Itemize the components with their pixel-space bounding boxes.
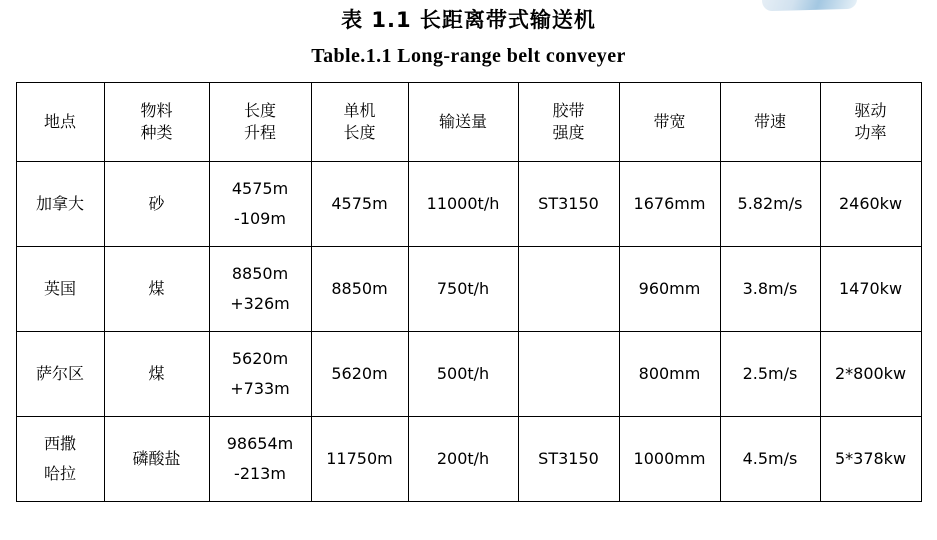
table-title-chinese: 表 1.1 长距离带式输送机: [341, 8, 596, 32]
cell-belt-speed: 2.5m/s: [720, 332, 820, 417]
column-header-single-length: 单机 长度: [311, 83, 408, 162]
column-header-belt-strength: 胶带 强度: [518, 83, 619, 162]
cell-drive-power: 1470kw: [820, 247, 921, 332]
table-row: [16, 247, 921, 332]
cell-single-length: 11750m: [311, 417, 408, 502]
cell-belt-width: 960mm: [619, 247, 720, 332]
cell-drive-power: 2460kw: [820, 162, 921, 247]
cell-capacity: 500t/h: [408, 332, 518, 417]
cell-capacity: 11000t/h: [408, 162, 518, 247]
cell-belt-speed: 3.8m/s: [720, 247, 820, 332]
cell-belt-strength: [518, 247, 619, 332]
column-header-capacity: 输送量: [408, 83, 518, 162]
cell-single-length: 5620m: [311, 332, 408, 417]
cell-belt-width: 1000mm: [619, 417, 720, 502]
cell-location: 萨尔区: [16, 332, 104, 417]
table-row: [16, 417, 921, 502]
cell-capacity: 200t/h: [408, 417, 518, 502]
column-header-length-lift: 长度 升程: [209, 83, 311, 162]
cell-material: 煤: [104, 247, 209, 332]
table-title-english: Table.1.1 Long-range belt conveyer: [311, 45, 626, 67]
cell-drive-power: 5*378kw: [820, 417, 921, 502]
conveyer-spec-table: [16, 82, 922, 502]
cell-belt-speed: 4.5m/s: [720, 417, 820, 502]
cell-belt-width: 1676mm: [619, 162, 720, 247]
cell-location: 西撒 哈拉: [16, 417, 104, 502]
cell-length-lift: 4575m -109m: [209, 162, 311, 247]
cell-location: 英国: [16, 247, 104, 332]
cell-single-length: 8850m: [311, 247, 408, 332]
column-header-belt-speed: 带速: [720, 83, 820, 162]
cell-material: 磷酸盐: [104, 417, 209, 502]
column-header-location: 地点: [16, 83, 104, 162]
cell-belt-strength: [518, 332, 619, 417]
cell-length-lift: 98654m -213m: [209, 417, 311, 502]
cell-location: 加拿大: [16, 162, 104, 247]
column-header-belt-width: 带宽: [619, 83, 720, 162]
cell-belt-width: 800mm: [619, 332, 720, 417]
cell-material: 煤: [104, 332, 209, 417]
cell-length-lift: 5620m +733m: [209, 332, 311, 417]
cell-capacity: 750t/h: [408, 247, 518, 332]
column-header-material: 物料 种类: [104, 83, 209, 162]
cell-drive-power: 2*800kw: [820, 332, 921, 417]
cell-belt-strength: ST3150: [518, 162, 619, 247]
cell-belt-speed: 5.82m/s: [720, 162, 820, 247]
cell-belt-strength: ST3150: [518, 417, 619, 502]
column-header-drive-power: 驱动 功率: [820, 83, 921, 162]
cell-material: 砂: [104, 162, 209, 247]
cell-length-lift: 8850m +326m: [209, 247, 311, 332]
table-row: [16, 332, 921, 417]
table-row: [16, 162, 921, 247]
table-header-row: [16, 83, 921, 162]
cell-single-length: 4575m: [311, 162, 408, 247]
